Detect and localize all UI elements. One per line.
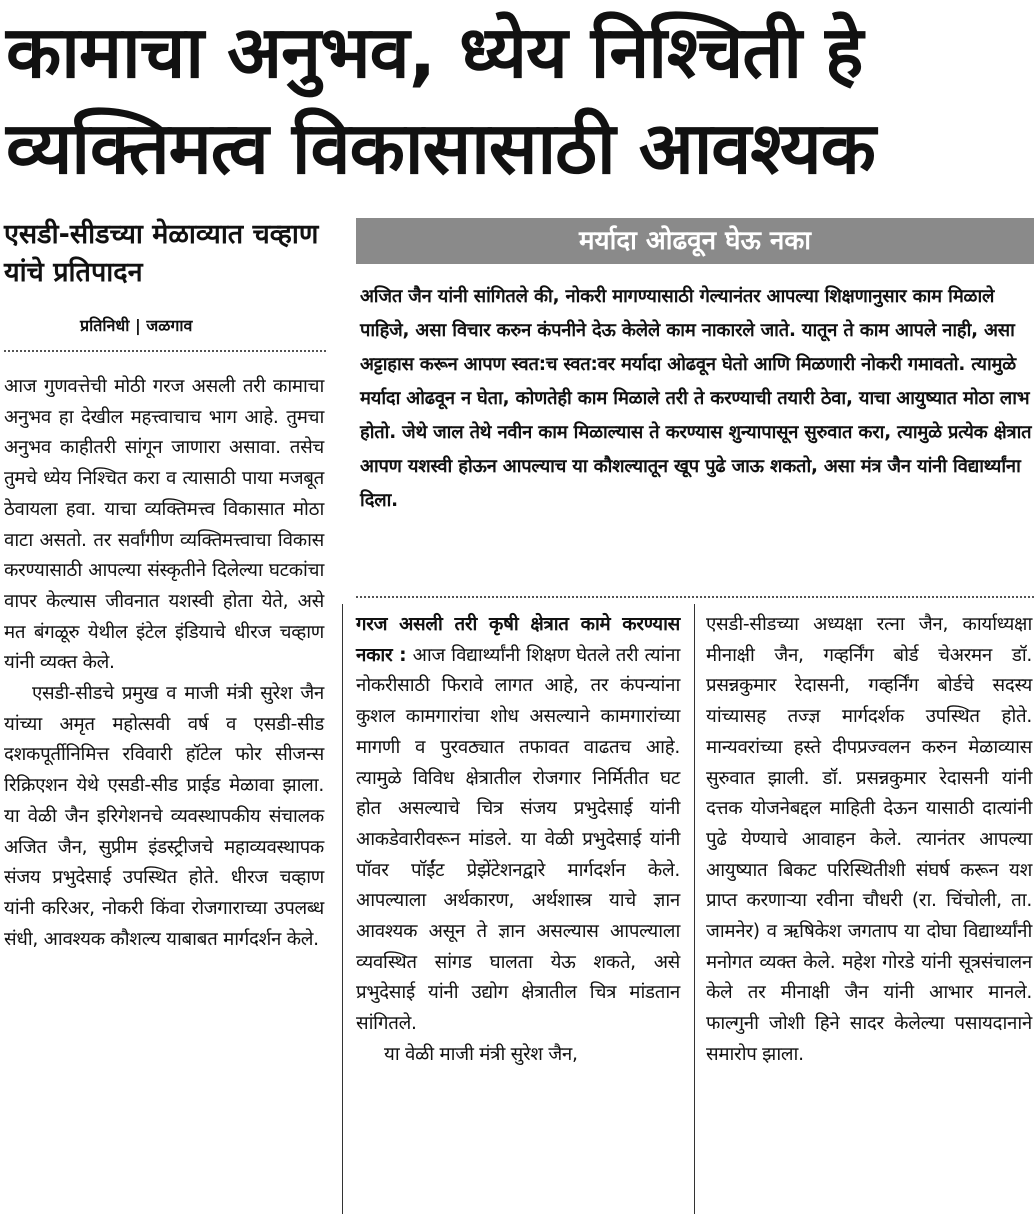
- column-2-body: आज विद्यार्थ्यांनी शिक्षण घेतले तरी त्यांना नोकरीसाठी फिरावे लागत आहे, तर कंपन्यांना कुशल कामगारांचा शोध असल्याने कामगारांच्या मागणी व पुरवठ्यात तफावत वाढतच आहे. त्यामुळे विविध क्षेत्रातील रोजगार निर्मितीत घट होत असल्याचे चित्र संजय प्रभुदेसाई यांनी आकडेवारीवरून मांडले. या वेळी प्रभुदेसाई यांनी पॉवर पॉईंट प्रेझेंटेशनद्वारे मार्गदर्शन केले. आपल्याला अर्थकारण, अर्थशास्त्र याचे ज्ञान आवश्यक असून ते ज्ञान असल्यास आपल्याला व्यवस्थित सांगड घालता येऊ शकते, असे प्रभुदेसाई यांनी उद्योग क्षेत्रातील चित्र मांडतान सांगितले.: [356, 644, 681, 1035]
- column-3: [706, 610, 1032, 1071]
- byline-divider: [4, 350, 326, 352]
- byline: प्रतिनिधी | जळगाव: [80, 316, 193, 335]
- column-2-lead: गरज असली तरी कृषी क्षेत्रात कामे करण्यास नकार :: [356, 614, 680, 666]
- box-divider: [356, 596, 1034, 598]
- column-2-paragraph-1: [356, 610, 680, 1040]
- column-1-paragraph-2: एसडी-सीडचे प्रमुख व माजी मंत्री सुरेश जैन यांच्या अमृत महोत्सवी वर्ष व एसडी-सीड दशकपूर्तीनिमित्त रविवारी हॉटेल फोर सीजन्स रिक्रिएशन येथे एसडी-सीड प्राईड मेळावा झाला. या वेळी जैन इरिगेशनचे व्यवस्थापकीय संचालक अजित जैन, सुप्रीम इंडस्ट्रीजचे महाव्यवस्थापक संजय प्रभुदेसाई उपस्थित होते. धीरज चव्हाण यांनी करिअर, नोकरी किंवा रोजगाराच्या उपलब्ध संधी, आवश्यक कौशल्य याबाबत मार्गदर्शन केले.: [4, 683, 324, 950]
- headline: [0, 4, 1036, 196]
- column-1-paragraph-1: आज गुणवत्तेची मोठी गरज असली तरी कामाचा अनुभव हा देखील महत्त्वाचाच भाग आहे. तुमचा अनुभव काहीतरी सांगून जाणारा असावा. तसेच तुमचे ध्येय निश्‍चित करा व त्यासाठी पाया मजबूत ठेवायला हवा. याचा व्यक्तिमत्त्व विकासात मोठा वाटा असतो. तर सर्वांगीण व्यक्तिमत्त्वाचा विकास करण्यासाठी आपल्या संस्कृतीने दिलेल्या घटकांचा वापर केल्यास जीवनात यशस्वी होता येते, असे मत बंगळूरु येथील इंटेल इंडियाचे धीरज चव्हाण यांनी व्यक्त केले.: [4, 376, 324, 674]
- column-rule-2: [694, 604, 695, 1214]
- headline-line-2: व्यक्तिमत्व विकासासाठी आवश्यक: [6, 106, 875, 190]
- box-text: अजित जैन यांनी सांगितले की, नोकरी मागण्यासाठी गेल्यानंतर आपल्या शिक्षणानुसार काम मिळाले पाहिजे, असा विचार करुन कंपनीने देऊ केलेले काम नाकारले जाते. यातून ते काम आपले नाही, असा अट्टाहास करून आपण स्वत:च स्वत:वर मर्यादा ओढवून घेतो आणि मिळणारी नोकरी गमावतो. त्यामुळे मर्यादा ओढवून न घेता, कोणतेही काम मिळाले तरी ते करण्याची तयारी ठेवा, याचा आयुष्यात मोठा लाभ होतो. जेथे जाल तेथे नवीन काम मिळाल्यास ते करण्यास शुन्यापासून सुरुवात करा, त्यामुळे प्रत्येक क्षेत्रात आपण यशस्वी होऊन आपल्याच या कौशल्यातून खूप पुढे जाऊ शकतो, असा मंत्र जैन यांनी विद्यार्थ्यांना दिला.: [360, 286, 1032, 511]
- column-rule-1: [342, 604, 343, 1214]
- column-1: [4, 372, 324, 955]
- column-2: [356, 610, 680, 1071]
- subheadline: एसडी-सीडच्या मेळाव्यात चव्हाण यांचे प्रतिपादन: [4, 219, 319, 288]
- box-heading: मर्यादा ओढवून घेऊ नका: [356, 218, 1034, 264]
- column-2-paragraph-2: या वेळी माजी मंत्री सुरेश जैन,: [384, 1043, 578, 1065]
- headline-line-1: कामाचा अनुभव, ध्येय निश्‍चिती हे: [6, 10, 863, 94]
- column-3-paragraph-1: एसडी-सीडच्या अध्यक्षा रत्ना जैन, कार्याध्यक्षा मीनाक्षी जैन, गव्हर्निंग बोर्ड चेअरमन डॉ. प्रसन्नकुमार रेदासनी, गव्हर्निंग बोर्डचे सदस्य यांच्यासह तज्ज्ञ मार्गदर्शक उपस्थित होते. मान्यवरांच्या हस्ते दीपप्रज्वलन करुन मेळाव्यास सुरुवात झाली. डॉ. प्रसन्नकुमार रेदासनी यांनी दत्तक योजनेबद्दल माहिती देऊन यासाठी दात्यांनी पुढे येण्याचे आवाहन केले. त्यानंतर आपल्या आयुष्यात बिकट परिस्थितीशी संघर्ष करून यश प्राप्त करणाऱ्या रवीना चौधरी (रा. चिंचोली, ता. जामनेर) व ऋषिकेश जगताप या दोघा विद्यार्थ्यांनी मनोगत व्यक्त केले. महेश गोरडे यांनी सूत्रसंचालन केले तर मीनाक्षी जैन यांनी आभार मानले. फाल्गुनी जोशी हिने सादर केलेल्या पसायदानाने समारोप झाला.: [706, 614, 1032, 1065]
